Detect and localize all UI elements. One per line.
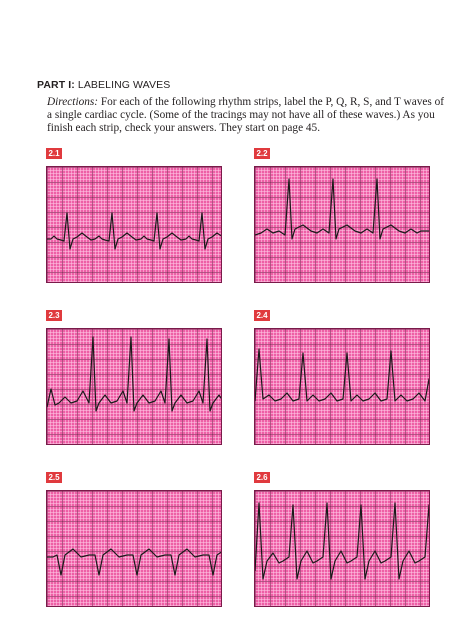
ecg-trace-2-2 — [255, 167, 430, 283]
rhythm-strip-2-2 — [254, 166, 430, 283]
ecg-trace-2-4 — [255, 329, 430, 445]
part-number: PART I: — [37, 79, 75, 91]
directions-lead: Directions: — [47, 96, 99, 108]
ecg-trace-2-1 — [47, 167, 222, 283]
strip-label-2-5: 2.5 — [46, 472, 62, 483]
directions-text: For each of the following rhythm strips, label the P, Q, R, S, and T waves of a single cardiac cycle. (Some of the tracings may not have all of these waves.) As you finish each strip, check your answers. They start on page 45. — [47, 96, 445, 135]
directions-paragraph — [47, 96, 447, 136]
strip-label-2-2: 2.2 — [254, 148, 270, 159]
rhythm-strip-2-1 — [46, 166, 222, 283]
rhythm-strip-2-4 — [254, 328, 430, 445]
ecg-trace-2-3 — [47, 329, 222, 445]
strip-label-2-6: 2.6 — [254, 472, 270, 483]
strip-label-2-4: 2.4 — [254, 310, 270, 321]
rhythm-strip-2-5 — [46, 490, 222, 607]
section-heading — [37, 79, 170, 91]
rhythm-strip-2-3 — [46, 328, 222, 445]
strip-label-2-3: 2.3 — [46, 310, 62, 321]
strip-label-2-1: 2.1 — [46, 148, 62, 159]
ecg-trace-2-5 — [47, 491, 222, 607]
section-title: LABELING WAVES — [77, 79, 171, 91]
rhythm-strip-2-6 — [254, 490, 430, 607]
ecg-trace-2-6 — [255, 491, 430, 607]
